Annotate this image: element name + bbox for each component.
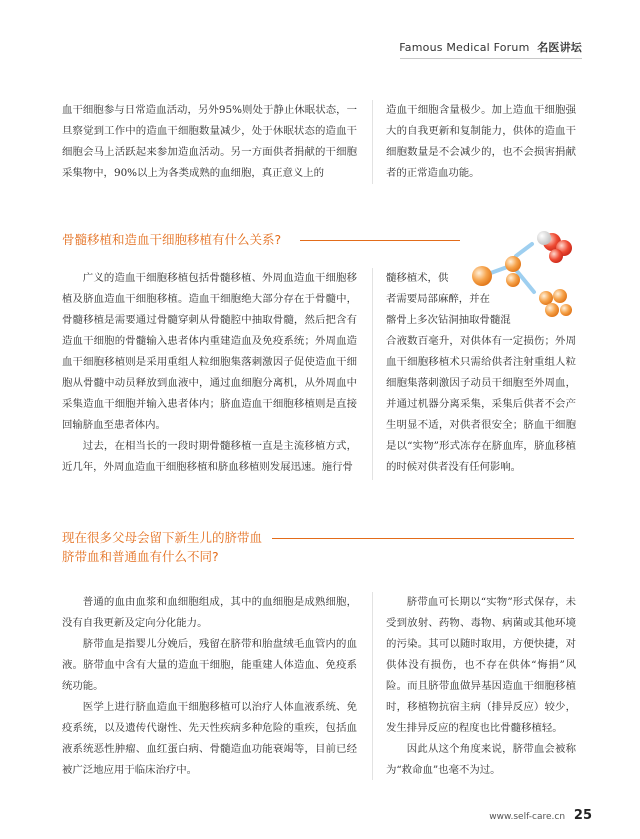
section1-wrap-line-3: 髂骨上多次钻洞抽取骨髓混 — [386, 314, 511, 326]
section1-title: 骨髓移植和造血干细胞移植有什么关系? — [62, 232, 282, 247]
section1-left-paragraph-2: 过去，在相当长的一段时期骨髓移植一直是主流移植方式，近几年，外周血造血干细胞移植和脐血移植则发展迅速。施行骨 — [62, 440, 357, 473]
section1-left-column — [62, 268, 357, 478]
section2-title-line1: 现在很多父母会留下新生儿的脐带血 — [62, 530, 263, 545]
divider-section2 — [372, 592, 373, 780]
section1-title-line — [300, 240, 460, 241]
granule-cell-2 — [553, 289, 567, 303]
red-cell-3 — [549, 249, 563, 263]
section2-left-column — [62, 592, 357, 781]
section1-wrap-line-2: 者需要局部麻醉，并在 — [386, 293, 490, 305]
intro-right-column — [386, 100, 576, 184]
progenitor-cell — [505, 256, 521, 272]
page-number: 25 — [573, 808, 592, 823]
granule-cell-4 — [560, 304, 572, 316]
section1-left-paragraph-1: 广义的造血干细胞移植包括骨髓移植、外周血造血干细胞移植及脐血造血干细胞移植。造血干细胞绝大部分存在于骨髓中，骨髓移植是需要通过骨髓穿刺从骨髓腔中抽取骨髓，然后把含有造血干细胞的骨髓输入患者体内重建造血及免疫系统；外周血造血干细胞移植则是采用重组人粒细胞集落刺激因子促使造血干细胞从骨髓中动员释放到血液中，通过血细胞分离机，从外周血中采集造血干细胞并输入患者体内；脐血造血干细胞移植则是直接回输脐血至患者体内。 — [62, 272, 357, 431]
intro-left-paragraph: 血干细胞参与日常造血活动，另外95%则处于静止休眠状态，一旦察觉到工作中的造血干细胞数量减少，处于休眠状态的造血干细胞会马上活跃起来参加造血活动。另一方面供者捐献的干细胞采集物中，90%以上为各类成熟的血细胞，真正意义上的 — [62, 104, 357, 179]
stem-cell — [472, 266, 492, 286]
section2-right-paragraph-1: 脐带血可长期以“实物”形式保存，未受到放射、药物、毒物、病菌或其他环境的污染。其可以随时取用，方便快捷，对供体没有损伤，也不存在供体“悔捐”风险。而且脐带血做异基因造血干细胞移植时，移植物抗宿主病（排异反应）较少，发生排异反应的程度也比骨髓移植轻。 — [386, 596, 576, 734]
white-cell — [537, 231, 551, 245]
section1-wrap-line-1: 髓移植术，供 — [386, 272, 449, 284]
section2-right-paragraph-2: 因此从这个角度来说，脐带血会被称为“救命血”也毫不为过。 — [386, 743, 576, 776]
intro-right-paragraph: 造血干细胞含量极少。加上造血干细胞强大的自我更新和复制能力，供体的造血干细胞数量是不会减少的，也不会损害捐献者的正常造血功能。 — [386, 104, 576, 179]
footer-url: www.self-care.cn — [489, 812, 566, 822]
page-footer — [489, 808, 592, 823]
header-rule — [400, 58, 582, 59]
section2-left-paragraph-1: 普通的血由血浆和血细胞组成，其中的血细胞是成熟细胞，没有自我更新及定向分化能力。 — [62, 596, 357, 629]
section2-left-paragraph-2: 脐带血是指婴儿分娩后，残留在脐带和胎盘绒毛血管内的血液。脐带血中含有大量的造血干细胞，能重建人体造血、免疫系统功能。 — [62, 638, 357, 692]
granule-cell-3 — [545, 303, 559, 317]
page-header — [399, 39, 582, 55]
divider-intro — [372, 100, 373, 184]
granule-cell — [539, 291, 553, 305]
progenitor-cell-lower — [506, 273, 520, 287]
section2-title-line2: 脐带血和普通血有什么不同? — [62, 549, 219, 564]
header-title: Famous Medical Forum — [399, 41, 530, 54]
intro-left-column — [62, 100, 357, 184]
section1-right-column — [386, 331, 576, 478]
section2-title-line — [272, 538, 574, 539]
divider-section1 — [372, 268, 373, 480]
section1-right-paragraph: 合液数百毫升，对供体有一定损伤；外周血干细胞移植术只需给供者注射重组人粒细胞集落刺激因子动员干细胞至外周血，并通过机器分离采集，采集后供者不会产生明显不适，对供者很安全；脐血干细胞是以“实物”形式冻存在脐血库，脐血移植的时候对供者没有任何影响。 — [386, 335, 576, 473]
section2-right-column — [386, 592, 576, 781]
header-subtitle: 名医讲坛 — [537, 41, 582, 54]
section2-left-paragraph-3: 医学上进行脐血造血干细胞移植可以治疗人体血液系统、免疫系统，以及遗传代谢性、先天性疾病多种危险的重疾，包括血液系统恶性肿瘤、血红蛋白病、骨髓造血功能衰竭等，目前已经被广泛地应用于临床治疗中。 — [62, 701, 357, 776]
